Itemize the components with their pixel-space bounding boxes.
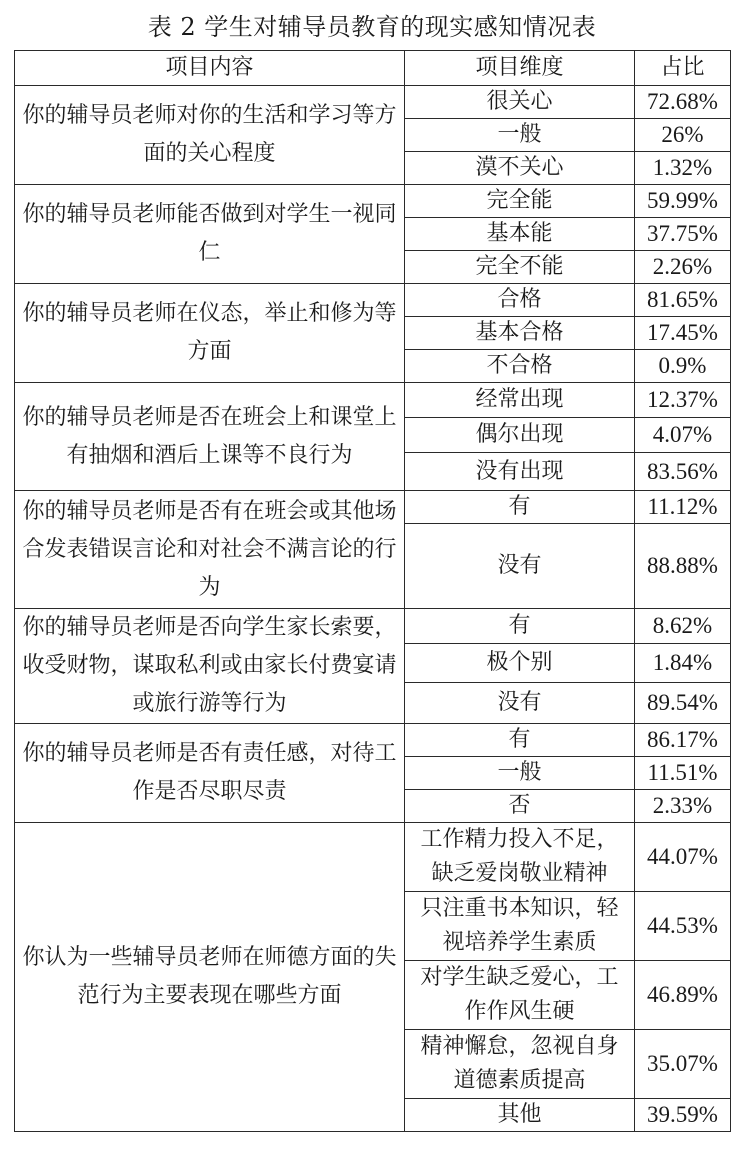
dimension-cell: 基本合格 xyxy=(405,317,635,350)
item-cell: 你的辅导员老师能否做到对学生一视同仁 xyxy=(15,185,405,284)
header-row xyxy=(15,51,731,86)
dimension-cell: 极个别 xyxy=(405,644,635,683)
table-title: 表 2 学生对辅导员教育的现实感知情况表 xyxy=(147,13,597,41)
ratio-cell: 44.53% xyxy=(635,892,731,961)
ratio-cell: 11.51% xyxy=(635,757,731,790)
dimension-cell: 基本能 xyxy=(405,218,635,251)
dimension-cell: 没有出现 xyxy=(405,453,635,491)
ratio-cell: 59.99% xyxy=(635,185,731,218)
dimension-cell: 不合格 xyxy=(405,350,635,383)
table-row xyxy=(15,609,731,644)
table-row xyxy=(15,383,731,418)
item-cell: 你的辅导员老师是否在班会上和课堂上有抽烟和酒后上课等不良行为 xyxy=(15,383,405,491)
ratio-cell: 8.62% xyxy=(635,609,731,644)
dimension-cell: 经常出现 xyxy=(405,383,635,418)
ratio-cell: 37.75% xyxy=(635,218,731,251)
dimension-cell: 否 xyxy=(405,790,635,823)
dimension-cell: 精神懈怠，忽视自身道德素质提高 xyxy=(405,1030,635,1099)
table-row xyxy=(15,86,731,119)
ratio-cell: 35.07% xyxy=(635,1030,731,1099)
item-cell: 你的辅导员老师是否有在班会或其他场合发表错误言论和对社会不满言论的行为 xyxy=(15,491,405,609)
dimension-cell: 完全不能 xyxy=(405,251,635,284)
ratio-cell: 83.56% xyxy=(635,453,731,491)
item-cell: 你的辅导员老师是否向学生家长索要，收受财物，谋取私利或由家长付费宴请或旅行游等行为 xyxy=(15,609,405,724)
dimension-cell: 只注重书本知识，轻视培养学生素质 xyxy=(405,892,635,961)
dimension-cell: 漠不关心 xyxy=(405,152,635,185)
item-cell: 你的辅导员老师是否有责任感，对待工作是否尽职尽责 xyxy=(15,724,405,823)
ratio-cell: 1.84% xyxy=(635,644,731,683)
ratio-cell: 4.07% xyxy=(635,418,731,453)
ratio-cell: 26% xyxy=(635,119,731,152)
dimension-cell: 合格 xyxy=(405,284,635,317)
header-dimension: 项目维度 xyxy=(405,51,635,86)
dimension-cell: 有 xyxy=(405,491,635,524)
ratio-cell: 2.33% xyxy=(635,790,731,823)
ratio-cell: 39.59% xyxy=(635,1099,731,1132)
dimension-cell: 其他 xyxy=(405,1099,635,1132)
ratio-cell: 2.26% xyxy=(635,251,731,284)
ratio-cell: 44.07% xyxy=(635,823,731,892)
table-row xyxy=(15,823,731,892)
ratio-cell: 46.89% xyxy=(635,961,731,1030)
ratio-cell: 0.9% xyxy=(635,350,731,383)
dimension-cell: 完全能 xyxy=(405,185,635,218)
ratio-cell: 12.37% xyxy=(635,383,731,418)
item-cell: 你的辅导员老师在仪态，举止和修为等方面 xyxy=(15,284,405,383)
ratio-cell: 72.68% xyxy=(635,86,731,119)
ratio-cell: 88.88% xyxy=(635,524,731,609)
dimension-cell: 一般 xyxy=(405,757,635,790)
ratio-cell: 11.12% xyxy=(635,491,731,524)
dimension-cell: 偶尔出现 xyxy=(405,418,635,453)
header-item: 项目内容 xyxy=(15,51,405,86)
table-row xyxy=(15,724,731,757)
ratio-cell: 17.45% xyxy=(635,317,731,350)
table-row xyxy=(15,185,731,218)
dimension-cell: 没有 xyxy=(405,683,635,724)
item-cell: 你认为一些辅导员老师在师德方面的失范行为主要表现在哪些方面 xyxy=(15,823,405,1132)
dimension-cell: 有 xyxy=(405,724,635,757)
perception-table xyxy=(14,50,731,1132)
table-body xyxy=(15,86,731,1132)
dimension-cell: 对学生缺乏爱心，工作作风生硬 xyxy=(405,961,635,1030)
ratio-cell: 81.65% xyxy=(635,284,731,317)
dimension-cell: 没有 xyxy=(405,524,635,609)
dimension-cell: 一般 xyxy=(405,119,635,152)
item-cell: 你的辅导员老师对你的生活和学习等方面的关心程度 xyxy=(15,86,405,185)
dimension-cell: 有 xyxy=(405,609,635,644)
ratio-cell: 86.17% xyxy=(635,724,731,757)
ratio-cell: 1.32% xyxy=(635,152,731,185)
dimension-cell: 很关心 xyxy=(405,86,635,119)
dimension-cell: 工作精力投入不足，缺乏爱岗敬业精神 xyxy=(405,823,635,892)
header-ratio: 占比 xyxy=(635,51,731,86)
ratio-cell: 89.54% xyxy=(635,683,731,724)
table-row xyxy=(15,491,731,524)
table-row xyxy=(15,284,731,317)
